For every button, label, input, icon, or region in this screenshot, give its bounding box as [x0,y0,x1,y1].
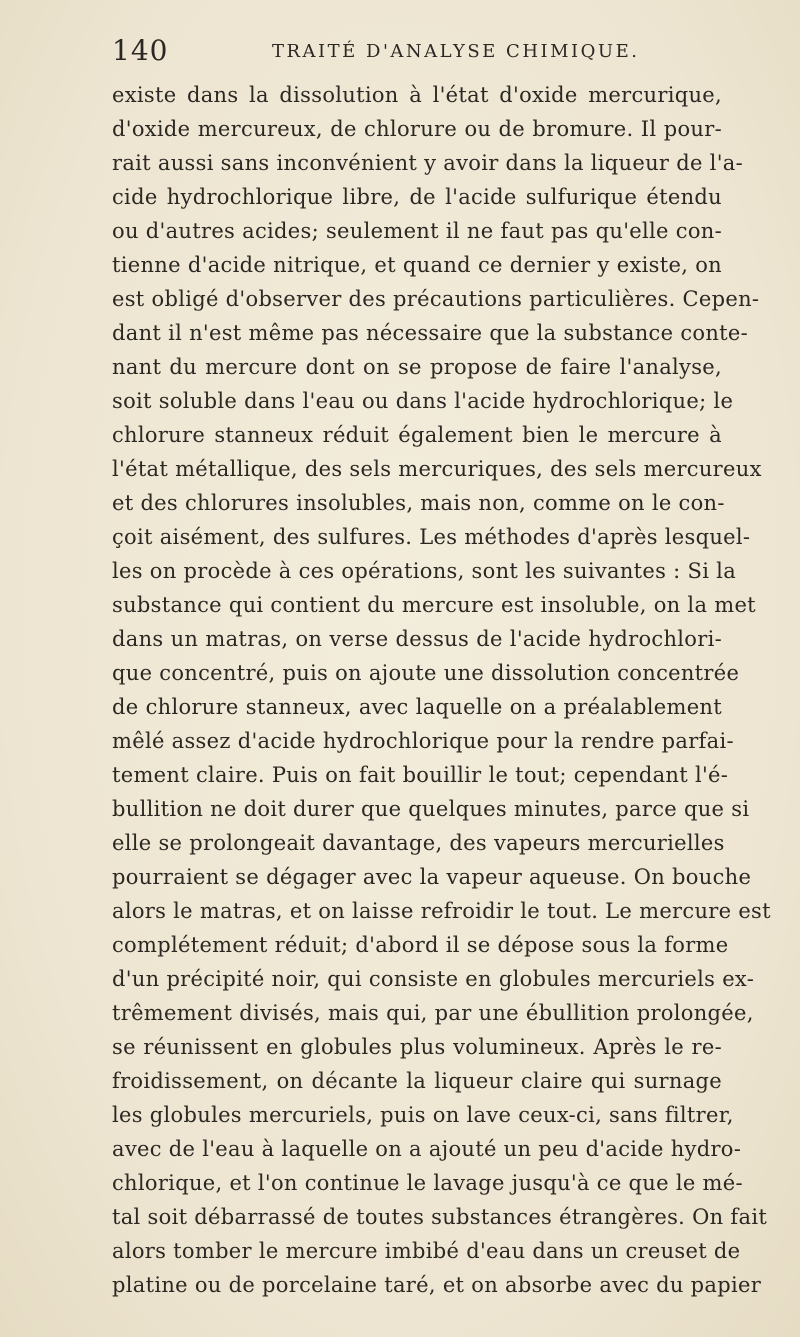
text-line: existe dans la dissolution à l'état d'oxide mercurique, [112,83,722,107]
text-line: tienne d'acide nitrique, et quand ce dernier y existe, on [112,253,722,277]
text-line: rait aussi sans inconvénient y avoir dans la liqueur de l'a- [112,151,743,175]
text-line: froidissement, on décante la liqueur claire qui surnage [112,1069,722,1093]
text-line: çoit aisément, des sulfures. Les méthodes d'après lesquel- [112,525,751,549]
page-number: 140 [112,34,169,67]
text-line: alors tomber le mercure imbibé d'eau dans un creuset de [112,1239,741,1263]
text-line: complétement réduit; d'abord il se dépose sous la forme [112,933,729,957]
text-line: alors le matras, et on laisse refroidir le tout. Le mercure est [112,899,771,923]
text-line: trêmement divisés, mais qui, par une ébullition prolongée, [112,1001,754,1025]
text-line: d'un précipité noir, qui consiste en globules mercuriels ex- [112,967,755,991]
text-line: dans un matras, on verse dessus de l'acide hydrochlori- [112,627,722,651]
text-line: que concentré, puis on ajoute une dissolution concentrée [112,661,740,685]
body-paragraph [112,78,771,1302]
text-line: mêlé assez d'acide hydrochlorique pour la rendre parfai- [112,729,734,753]
text-line: l'état métallique, des sels mercuriques, des sels mercureux [112,457,762,481]
text-line: se réunissent en globules plus volumineux. Après le re- [112,1035,722,1059]
text-line: avec de l'eau à laquelle on a ajouté un peu d'acide hydro- [112,1137,742,1161]
text-line: platine ou de porcelaine taré, et on absorbe avec du papier [112,1273,762,1297]
text-line: et des chlorures insolubles, mais non, comme on le con- [112,491,725,515]
running-title: TRAITÉ D'ANALYSE CHIMIQUE. [272,41,640,62]
text-line: substance qui contient du mercure est insoluble, on la met [112,593,756,617]
text-line: ou d'autres acides; seulement il ne faut pas qu'elle con- [112,219,722,243]
text-line: les on procède à ces opérations, sont les suivantes : Si la [112,559,737,583]
text-line: tement claire. Puis on fait bouillir le tout; cependant l'é- [112,763,729,787]
text-line: dant il n'est même pas nécessaire que la substance conte- [112,321,749,345]
text-line: de chlorure stanneux, avec laquelle on a préalablement [112,695,722,719]
text-line: bullition ne doit durer que quelques minutes, parce que si [112,797,750,821]
text-line: tal soit débarrassé de toutes substances étrangères. On fait [112,1205,768,1229]
text-line: pourraient se dégager avec la vapeur aqueuse. On bouche [112,865,752,889]
text-line: d'oxide mercureux, de chlorure ou de bromure. Il pour- [112,117,722,141]
text-line: est obligé d'observer des précautions particulières. Cepen- [112,287,760,311]
text-line: les globules mercuriels, puis on lave ceux-ci, sans filtrer, [112,1103,734,1127]
page-header [112,30,720,70]
text-line: chlorure stanneux réduit également bien le mercure à [112,423,722,447]
text-line: cide hydrochlorique libre, de l'acide sulfurique étendu [112,185,722,209]
text-line: nant du mercure dont on se propose de faire l'analyse, [112,355,722,379]
text-line: elle se prolongeait davantage, des vapeurs mercurielles [112,831,725,855]
text-line: soit soluble dans l'eau ou dans l'acide hydrochlorique; le [112,389,734,413]
text-line: chlorique, et l'on continue le lavage jusqu'à ce que le mé- [112,1171,743,1195]
